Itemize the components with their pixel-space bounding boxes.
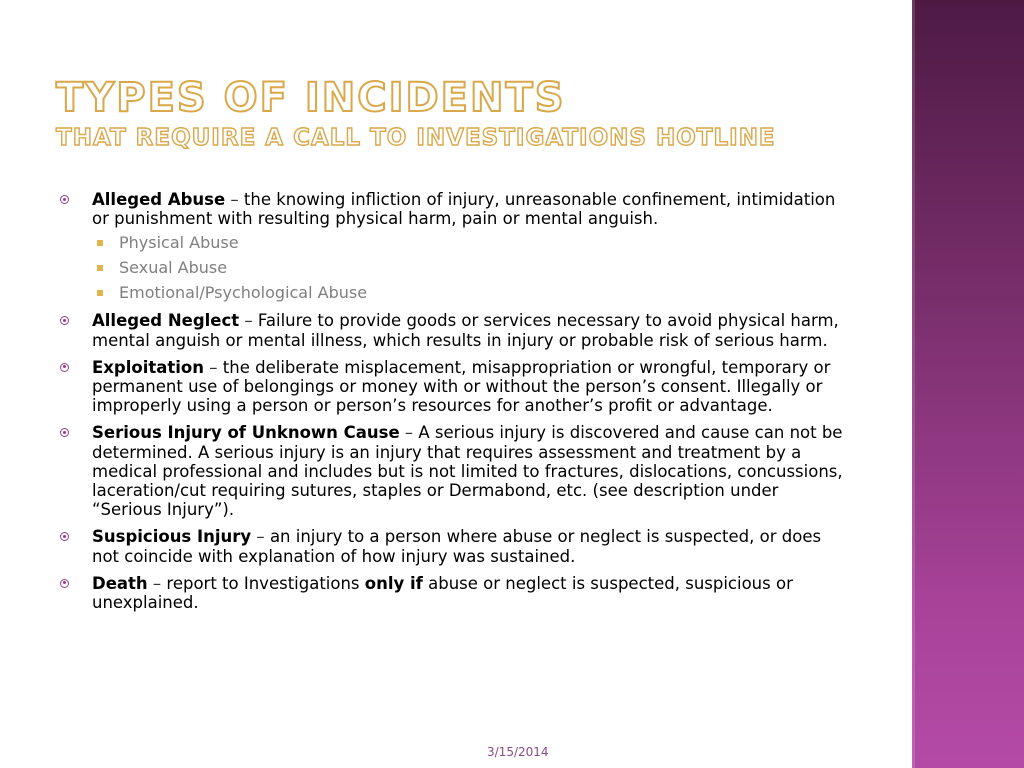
title-block — [56, 76, 876, 152]
list-item-alleged-abuse — [60, 190, 850, 303]
circle-bullet-icon — [60, 363, 69, 372]
term-label: Serious Injury of Unknown Cause — [92, 423, 400, 443]
definition-text: the deliberate misplacement, misappropriation or wrongful, temporary or permanent use of belongings or money with or without the person’s consent. Illegally or improperly using a person or person’s resources for another’s profit or advantage. — [92, 357, 831, 416]
list-item-serious-injury — [60, 423, 850, 519]
square-bullet-icon — [97, 290, 103, 296]
term-label: Alleged Abuse — [92, 190, 226, 209]
dash-separator: – — [399, 423, 419, 443]
decorative-side-panel — [912, 0, 1024, 768]
bullet-list — [60, 190, 850, 620]
square-bullet-icon — [97, 265, 103, 271]
circle-bullet-icon — [60, 195, 69, 204]
dash-separator: – — [251, 527, 270, 547]
dash-separator: – — [204, 357, 223, 377]
sub-item-label: Emotional/Psychological Abuse — [119, 283, 368, 303]
list-item-exploitation — [60, 358, 850, 416]
term-label: Death — [92, 573, 148, 593]
circle-bullet-icon — [60, 428, 69, 437]
term-label: Suspicious Injury — [92, 527, 252, 547]
list-item-alleged-neglect — [60, 311, 850, 349]
list-item-death — [60, 574, 850, 612]
sub-item-sexual-abuse — [92, 258, 850, 278]
dash-separator: – — [225, 190, 244, 209]
definition-text: A serious injury is discovered and cause can not be determined. A serious injury is an injury that requires assessment and treatment by a medical professional and includes but is not limited to fractures, dislocations, concussions, laceration/cut requiring sutures, staples or Dermabond, etc. (see description under “Serious Injury”). — [92, 423, 843, 520]
emphasis-text: only if — [364, 573, 423, 593]
sub-item-label: Sexual Abuse — [119, 258, 228, 278]
circle-bullet-icon — [60, 579, 69, 588]
dash-separator: – — [239, 311, 258, 331]
definition-text: the knowing infliction of injury, unreasonable confinement, intimidation or punishment with resulting physical harm, pain or mental anguish. — [92, 190, 836, 229]
term-label: Alleged Neglect — [92, 311, 240, 331]
footer-date: 3/15/2014 — [487, 745, 549, 759]
term-label: Exploitation — [92, 357, 205, 377]
list-item-suspicious-injury — [60, 527, 850, 565]
circle-bullet-icon — [60, 532, 69, 541]
slide-subtitle: THAT REQUIRE A CALL TO INVESTIGATIONS HOTLINE — [56, 125, 776, 151]
definition-text-after: abuse or neglect is suspected, suspicious or unexplained. — [92, 573, 793, 613]
circle-bullet-icon — [60, 316, 69, 325]
dash-separator: – — [147, 573, 167, 593]
sub-item-label: Physical Abuse — [119, 233, 239, 253]
square-bullet-icon — [97, 240, 103, 246]
slide-title: TYPES OF INCIDENTS — [56, 75, 566, 121]
definition-text-before: report to Investigations — [166, 573, 365, 593]
definition-text: Failure to provide goods or services necessary to avoid physical harm, mental anguish or mental illness, which results in injury or probable risk of serious harm. — [92, 311, 839, 350]
sub-item-physical-abuse — [92, 233, 850, 253]
sub-list — [92, 233, 850, 303]
sub-item-emotional-abuse — [92, 283, 850, 303]
definition-text: an injury to a person where abuse or neglect is suspected, or does not coincide with explanation of how injury was sustained. — [92, 527, 822, 566]
